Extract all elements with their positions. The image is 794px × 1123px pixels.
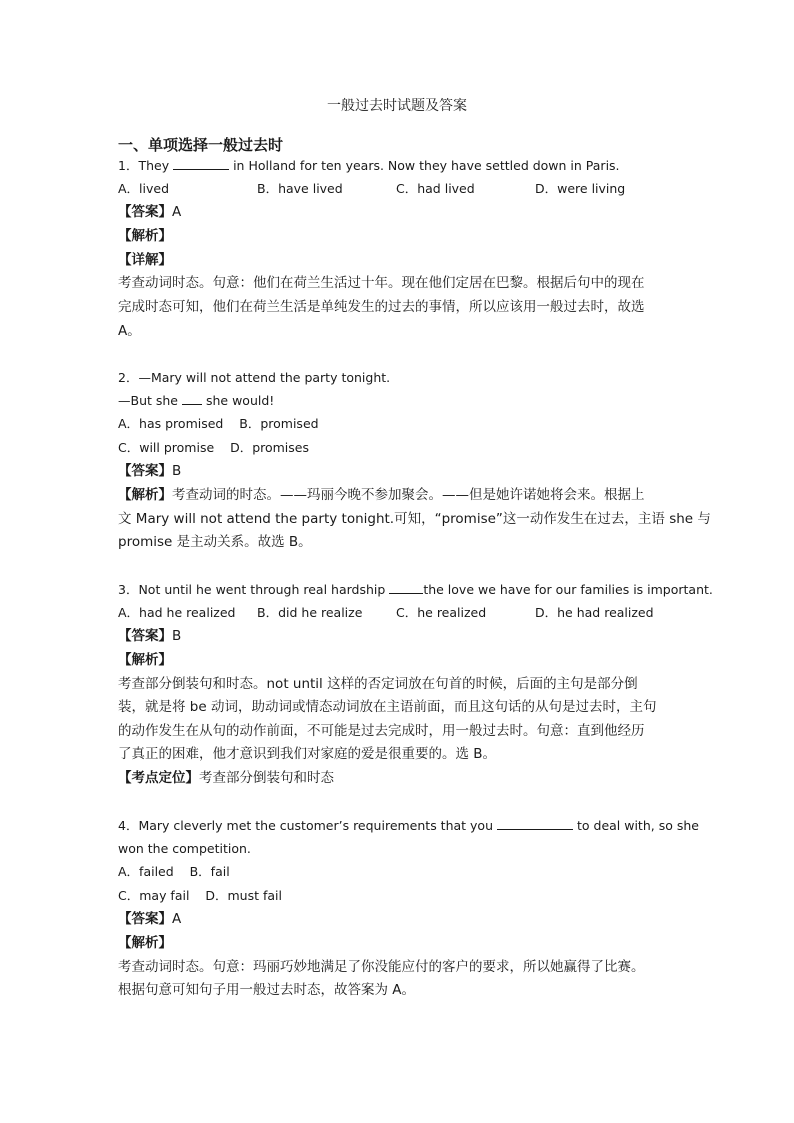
document-title: 一般过去时试题及答案	[327, 98, 467, 114]
q4-options-row-2	[118, 887, 282, 905]
question-1-suffix: in Holland for ten years. Now they have settled down in Paris.	[233, 158, 620, 173]
q2-option-a: A．has promised	[118, 416, 224, 431]
q2-options-row-2	[118, 439, 309, 457]
answer-blank	[389, 581, 423, 594]
q1-answer	[118, 203, 181, 221]
q3-option-d: D．he had realized	[535, 605, 654, 620]
q1-explanation-line: A。	[118, 323, 141, 339]
q3-point	[118, 769, 334, 787]
question-1-stem	[118, 157, 620, 175]
question-2-prefix: —But she	[118, 393, 178, 408]
question-3-stem	[118, 581, 713, 599]
q3-option-b: B．did he realize	[257, 605, 363, 620]
explanation-text: 考查动词的时态。——玛丽今晚不参加聚会。——但是她许诺她将会来。根据上	[172, 487, 645, 503]
q3-explanation-line: 的动作发生在从句的动作前面，不可能是过去完成时，用一般过去时。句意：直到他经历	[118, 723, 645, 739]
analysis-tag: 【解析】	[118, 487, 172, 503]
q2-option-d: D．promises	[230, 440, 309, 455]
q4-options-row-1	[118, 863, 230, 881]
answer-blank	[173, 157, 229, 170]
q2-explanation-line: 文 Mary will not attend the party tonight.可知，“promise”这一动作发生在过去，主语 she 与	[118, 511, 711, 527]
answer-value: A	[172, 204, 182, 220]
q3-analysis-tag: 【解析】	[118, 652, 172, 668]
answer-blank	[182, 392, 202, 405]
q1-option-b: B．have lived	[257, 181, 343, 196]
q1-option-c: C．had lived	[396, 181, 475, 196]
q4-option-a: A．failed	[118, 864, 174, 879]
q4-analysis-tag: 【解析】	[118, 935, 172, 951]
q1-option-d: D．were living	[535, 181, 626, 196]
question-4-prefix: 4．Mary cleverly met the customer’s requirements that you	[118, 818, 494, 833]
q2-answer	[118, 462, 181, 480]
question-2-suffix: she would!	[205, 393, 275, 408]
q2-option-c: C．will promise	[118, 440, 215, 455]
question-4-stem-continued: won the competition.	[118, 841, 251, 856]
q1-explanation-line: 完成时态可知，他们在荷兰生活是单纯发生的过去的事情，所以应该用一般过去时，故选	[118, 299, 645, 315]
point-tag: 【考点定位】	[118, 770, 199, 786]
answer-tag: 【答案】	[118, 628, 172, 644]
q2-explanation-line	[118, 486, 645, 504]
q1-analysis-tag: 【解析】	[118, 228, 172, 244]
q2-explanation-line: promise 是主动关系。故选 B。	[118, 534, 312, 550]
q4-option-c: C．may fail	[118, 888, 190, 903]
q4-explanation-line: 根据句意可知句子用一般过去时态，故答案为 A。	[118, 982, 416, 998]
q3-explanation-line: 装，就是将 be 动词，助动词或情态动词放在主语前面，而且这句话的从句是过去时，主句	[118, 699, 657, 715]
q3-option-a: A．had he realized	[118, 605, 236, 620]
answer-tag: 【答案】	[118, 204, 172, 220]
question-2-stem: 2．—Mary will not attend the party tonight.	[118, 370, 391, 385]
q1-option-a: A．lived	[118, 181, 170, 196]
answer-value: B	[172, 463, 182, 479]
question-3-suffix: the love we have for our families is important.	[423, 582, 713, 597]
question-2-reply	[118, 392, 274, 410]
question-4-stem	[118, 817, 699, 835]
question-1-prefix: 1．They	[118, 158, 170, 173]
q4-answer	[118, 910, 181, 928]
q4-option-d: D．must fail	[205, 888, 282, 903]
q4-option-b: B．fail	[189, 864, 230, 879]
q2-option-b: B．promised	[239, 416, 319, 431]
section-heading: 一、单项选择一般过去时	[118, 136, 284, 154]
question-4-suffix: to deal with, so she	[576, 818, 699, 833]
q3-answer	[118, 627, 181, 645]
q1-explanation-line: 考查动词时态。句意：他们在荷兰生活过十年。现在他们定居在巴黎。根据后句中的现在	[118, 275, 645, 291]
answer-tag: 【答案】	[118, 911, 172, 927]
answer-tag: 【答案】	[118, 463, 172, 479]
point-text: 考查部分倒装句和时态	[199, 770, 334, 786]
answer-blank	[497, 817, 573, 830]
answer-value: B	[172, 628, 182, 644]
q3-explanation-line: 了真正的困难，他才意识到我们对家庭的爱是很重要的。选 B。	[118, 746, 497, 762]
q1-detail-tag: 【详解】	[118, 252, 172, 268]
q3-explanation-line: 考查部分倒装句和时态。not until 这样的否定词放在句首的时候，后面的主句是部分倒	[118, 676, 638, 692]
question-3-prefix: 3．Not until he went through real hardship	[118, 582, 386, 597]
answer-value: A	[172, 911, 182, 927]
q2-options-row-1	[118, 415, 319, 433]
q4-explanation-line: 考查动词时态。句意：玛丽巧妙地满足了你没能应付的客户的要求，所以她赢得了比赛。	[118, 959, 645, 975]
q3-option-c: C．he realized	[396, 605, 487, 620]
